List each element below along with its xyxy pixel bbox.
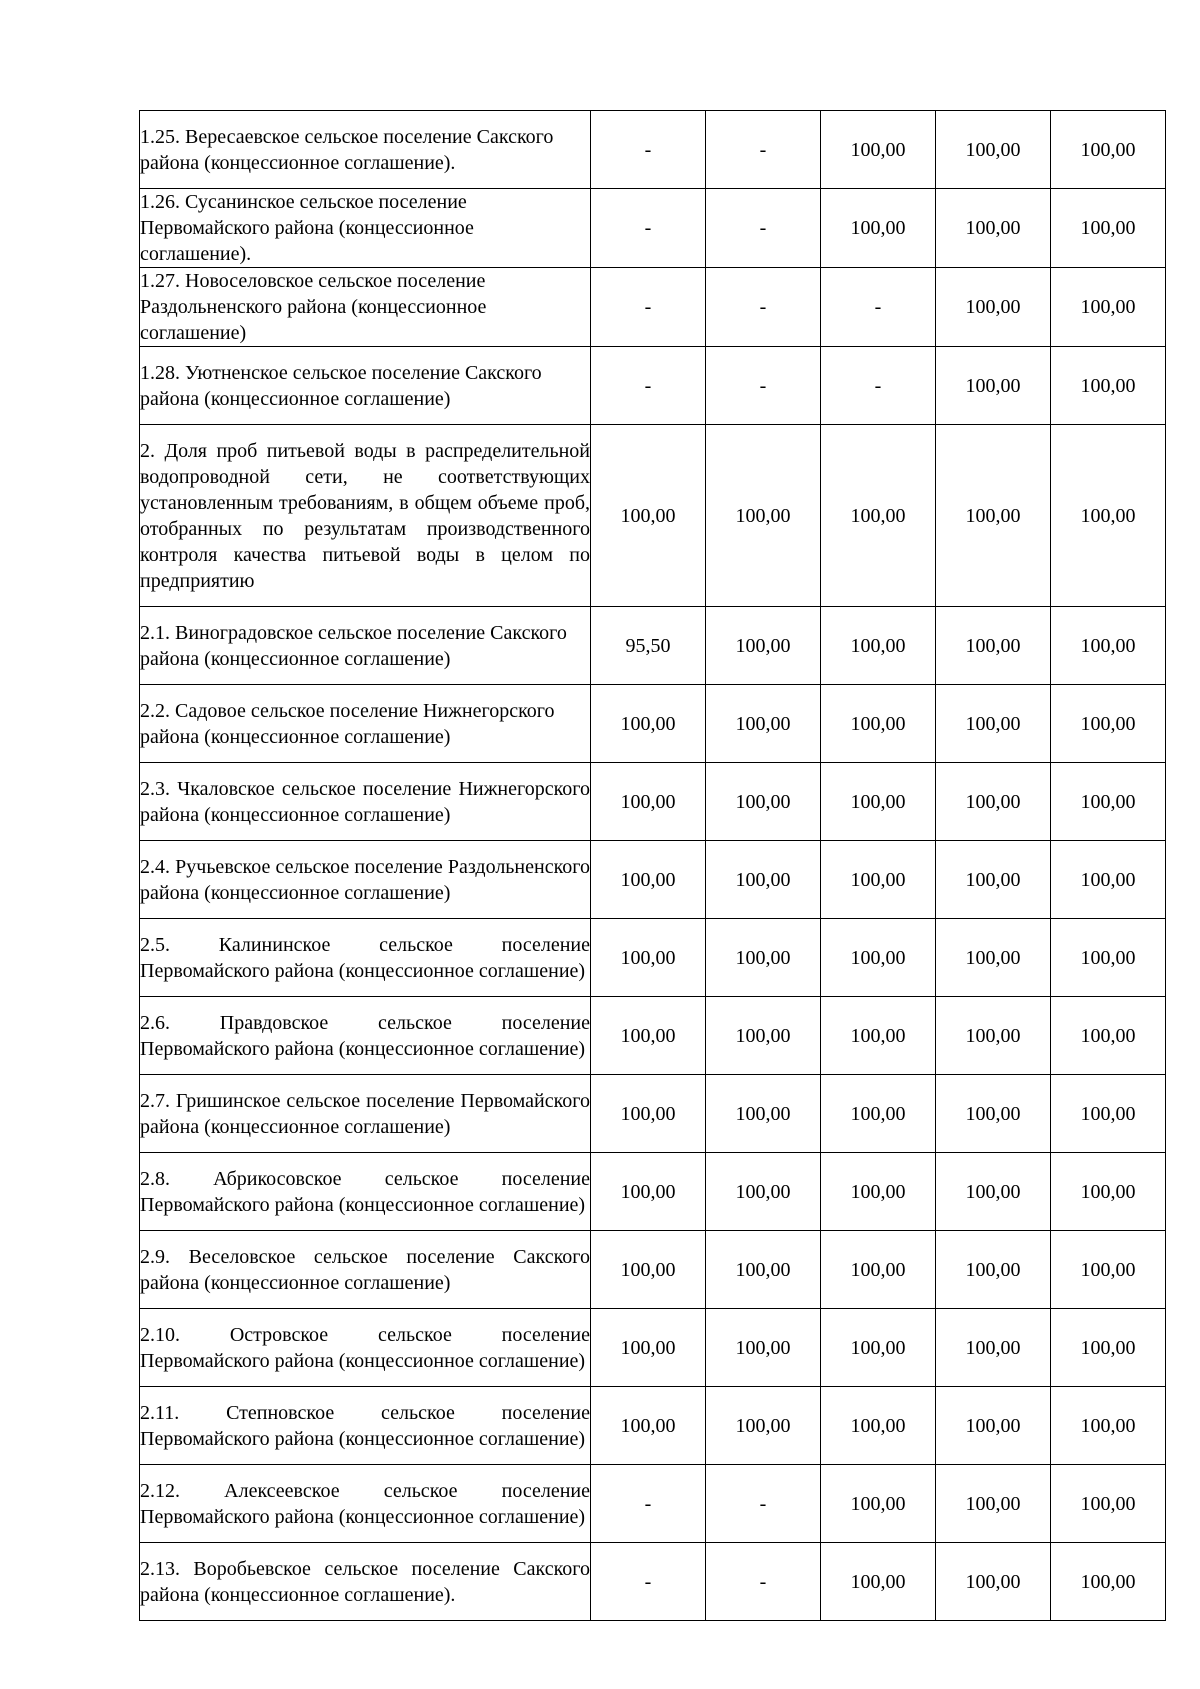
row-label: 2.10. Островское сельское поселение Первомайского района (концессионное соглашение): [140, 1309, 591, 1387]
table-row: [140, 1543, 1166, 1621]
value-cell: 100,00: [591, 1309, 706, 1387]
value-cell: -: [591, 111, 706, 189]
value-cell: -: [591, 1543, 706, 1621]
value-cell: 100,00: [706, 841, 821, 919]
value-cell: 100,00: [1051, 685, 1166, 763]
value-cell: 100,00: [1051, 1231, 1166, 1309]
indicators-table: [139, 110, 1166, 1621]
value-cell: 100,00: [821, 1153, 936, 1231]
value-cell: 100,00: [936, 189, 1051, 268]
table-row: [140, 111, 1166, 189]
row-label: 2.7. Гришинское сельское поселение Первомайского района (концессионное соглашение): [140, 1075, 591, 1153]
value-cell: 100,00: [1051, 1387, 1166, 1465]
value-cell: 100,00: [591, 685, 706, 763]
value-cell: 100,00: [936, 1543, 1051, 1621]
value-cell: 100,00: [936, 997, 1051, 1075]
value-cell: 100,00: [821, 1543, 936, 1621]
value-cell: 100,00: [821, 841, 936, 919]
row-label: 1.27. Новоселовское сельское поселение Раздольненского района (концессионное соглашение): [140, 268, 591, 347]
value-cell: 100,00: [1051, 841, 1166, 919]
row-label: 2.5. Калининское сельское поселение Первомайского района (концессионное соглашение): [140, 919, 591, 997]
value-cell: 100,00: [591, 1231, 706, 1309]
value-cell: -: [706, 111, 821, 189]
value-cell: -: [706, 1465, 821, 1543]
value-cell: 100,00: [936, 1309, 1051, 1387]
row-label: 2.6. Правдовское сельское поселение Первомайского района (концессионное соглашение): [140, 997, 591, 1075]
value-cell: -: [706, 347, 821, 425]
row-label: 2.3. Чкаловское сельское поселение Нижнегорского района (концессионное соглашение): [140, 763, 591, 841]
row-label: 2.4. Ручьевское сельское поселение Раздольненского района (концессионное соглашение): [140, 841, 591, 919]
value-cell: 95,50: [591, 607, 706, 685]
value-cell: 100,00: [706, 997, 821, 1075]
value-cell: 100,00: [1051, 268, 1166, 347]
value-cell: 100,00: [821, 1465, 936, 1543]
row-label: 2.12. Алексеевское сельское поселение Первомайского района (концессионное соглашение): [140, 1465, 591, 1543]
value-cell: 100,00: [936, 1231, 1051, 1309]
value-cell: 100,00: [706, 763, 821, 841]
value-cell: 100,00: [821, 763, 936, 841]
row-label: 2.8. Абрикосовское сельское поселение Первомайского района (концессионное соглашение): [140, 1153, 591, 1231]
value-cell: 100,00: [591, 1153, 706, 1231]
row-label: 2.13. Воробьевское сельское поселение Сакского района (концессионное соглашение).: [140, 1543, 591, 1621]
table-row: [140, 919, 1166, 997]
value-cell: 100,00: [936, 1465, 1051, 1543]
value-cell: 100,00: [1051, 1309, 1166, 1387]
value-cell: 100,00: [1051, 1465, 1166, 1543]
value-cell: 100,00: [706, 919, 821, 997]
value-cell: 100,00: [821, 1075, 936, 1153]
table-row: [140, 607, 1166, 685]
value-cell: 100,00: [936, 1387, 1051, 1465]
value-cell: 100,00: [821, 1387, 936, 1465]
row-label: 2.11. Степновское сельское поселение Первомайского района (концессионное соглашение): [140, 1387, 591, 1465]
value-cell: 100,00: [706, 607, 821, 685]
value-cell: -: [706, 268, 821, 347]
value-cell: 100,00: [936, 919, 1051, 997]
value-cell: -: [591, 347, 706, 425]
table-row: [140, 685, 1166, 763]
value-cell: 100,00: [706, 1387, 821, 1465]
value-cell: 100,00: [706, 1153, 821, 1231]
table-row: [140, 1465, 1166, 1543]
row-label: 2.2. Садовое сельское поселение Нижнегорского района (концессионное соглашение): [140, 685, 591, 763]
value-cell: 100,00: [706, 425, 821, 607]
value-cell: -: [821, 347, 936, 425]
value-cell: 100,00: [821, 1231, 936, 1309]
value-cell: 100,00: [1051, 1543, 1166, 1621]
value-cell: 100,00: [936, 425, 1051, 607]
table-row: [140, 1387, 1166, 1465]
value-cell: 100,00: [1051, 1075, 1166, 1153]
value-cell: 100,00: [936, 1153, 1051, 1231]
table-row: [140, 1153, 1166, 1231]
value-cell: 100,00: [591, 841, 706, 919]
table-row: [140, 1075, 1166, 1153]
value-cell: -: [591, 1465, 706, 1543]
table-row: [140, 347, 1166, 425]
value-cell: 100,00: [591, 997, 706, 1075]
row-label: 2.9. Веселовское сельское поселение Сакского района (концессионное соглашение): [140, 1231, 591, 1309]
value-cell: -: [591, 189, 706, 268]
value-cell: 100,00: [936, 607, 1051, 685]
value-cell: 100,00: [821, 425, 936, 607]
table-row: [140, 189, 1166, 268]
row-label: 1.28. Уютненское сельское поселение Сакского района (концессионное соглашение): [140, 347, 591, 425]
table-row: [140, 1309, 1166, 1387]
table-row: [140, 841, 1166, 919]
value-cell: 100,00: [821, 1309, 936, 1387]
value-cell: 100,00: [936, 763, 1051, 841]
value-cell: 100,00: [591, 425, 706, 607]
value-cell: 100,00: [821, 685, 936, 763]
value-cell: 100,00: [936, 268, 1051, 347]
value-cell: 100,00: [706, 1075, 821, 1153]
value-cell: 100,00: [936, 685, 1051, 763]
value-cell: 100,00: [936, 111, 1051, 189]
value-cell: 100,00: [821, 919, 936, 997]
value-cell: -: [706, 189, 821, 268]
value-cell: 100,00: [591, 1387, 706, 1465]
value-cell: -: [821, 268, 936, 347]
value-cell: 100,00: [591, 919, 706, 997]
value-cell: 100,00: [1051, 189, 1166, 268]
table-row: [140, 268, 1166, 347]
value-cell: -: [706, 1543, 821, 1621]
value-cell: 100,00: [1051, 347, 1166, 425]
table-row: [140, 425, 1166, 607]
value-cell: 100,00: [1051, 111, 1166, 189]
row-label: 1.26. Сусанинское сельское поселение Первомайского района (концессионное соглашение).: [140, 189, 591, 268]
value-cell: 100,00: [1051, 607, 1166, 685]
value-cell: 100,00: [936, 1075, 1051, 1153]
value-cell: 100,00: [821, 997, 936, 1075]
value-cell: 100,00: [821, 607, 936, 685]
value-cell: 100,00: [1051, 919, 1166, 997]
row-label: 2.1. Виноградовское сельское поселение Сакского района (концессионное соглашение): [140, 607, 591, 685]
value-cell: 100,00: [706, 685, 821, 763]
value-cell: 100,00: [591, 1075, 706, 1153]
value-cell: 100,00: [936, 841, 1051, 919]
value-cell: 100,00: [591, 763, 706, 841]
table-row: [140, 997, 1166, 1075]
value-cell: 100,00: [936, 347, 1051, 425]
value-cell: 100,00: [706, 1309, 821, 1387]
value-cell: 100,00: [1051, 763, 1166, 841]
value-cell: 100,00: [1051, 425, 1166, 607]
value-cell: 100,00: [1051, 1153, 1166, 1231]
row-label: 1.25. Вересаевское сельское поселение Сакского района (концессионное соглашение).: [140, 111, 591, 189]
value-cell: 100,00: [821, 111, 936, 189]
table-row: [140, 1231, 1166, 1309]
table-row: [140, 763, 1166, 841]
row-label: 2. Доля проб питьевой воды в распределительной водопроводной сети, не соответствующих установленным требованиям, в общем объеме проб, отобранных по результатам производственного контроля качества питьевой воды в целом по предприятию: [140, 425, 591, 607]
value-cell: 100,00: [1051, 997, 1166, 1075]
value-cell: 100,00: [706, 1231, 821, 1309]
value-cell: 100,00: [821, 189, 936, 268]
value-cell: -: [591, 268, 706, 347]
